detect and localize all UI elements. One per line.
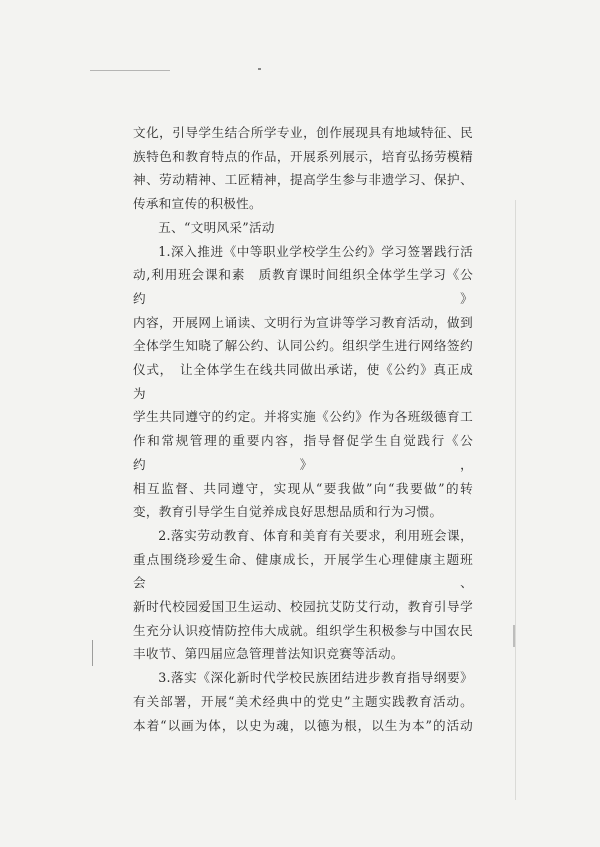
scan-artifact-dot — [258, 68, 261, 70]
text-line: 全体学生知晓了解公约、认同公约。组织学生进行网络签约 — [133, 338, 473, 354]
text-line: 传承和宣传的积极性。 — [133, 196, 262, 212]
text-line: 族特色和教育特点的作品，开展系列展示，培育弘扬劳模精 — [133, 148, 473, 164]
scan-artifact-left-edge — [92, 640, 93, 666]
text-line: 文化，引导学生结合所学专业，创作展现具有地域特征、民 — [133, 125, 473, 140]
text-line: 有关部署，开展“美术经典中的党史”主题实践教育活动。 — [133, 693, 473, 709]
text-line: 1.深入推进《中等职业学校学生公约》学习签署践行活 — [158, 243, 473, 259]
text-line: 内容，开展网上诵读、文明行为宣讲等学习教育活动，做到 — [133, 314, 473, 330]
text-line: 生充分认识疫情防控伟大成就。组织学生积极参与中国农民 — [133, 622, 473, 638]
text-line: 神、劳动精神、工匠精神，提高学生参与非遗学习、保护、 — [133, 172, 473, 188]
scan-artifact-right-mark — [513, 625, 515, 647]
text-line: 2.落实劳动教育、体育和美育有关要求，利用班会课， — [158, 527, 473, 543]
text-line: 丰收节、第四届应急管理普法知识竞赛等活动。 — [133, 646, 404, 662]
text-line: 学生共同遵守的约定。并将实施《公约》作为各班级德育工 — [133, 409, 473, 425]
document-body — [133, 121, 473, 737]
text-line: 仪式， 让全体学生在线共同做出承诺，使《公约》真正成为 — [133, 362, 473, 401]
scan-artifact-right-edge — [515, 200, 516, 800]
text-line: 3.落实《深化新时代学校民族团结进步教育指导纲要》 — [158, 670, 473, 686]
text-line: 重点围绕珍爱生命、健康成长，开展学生心理健康主题班会、 — [133, 551, 473, 591]
text-line: 变，教育引导学生自觉养成良好思想品质和行为习惯。 — [133, 504, 443, 520]
text-line: 新时代校园爱国卫生运动、校园抗艾防艾行动，教育引导学 — [133, 599, 473, 615]
text-line: 相互监督、共同遵守，实现从“要我做”向“我要做”的转 — [133, 480, 473, 496]
text-line: 作和常规管理的重要内容，指导督促学生自觉践行《公约》， — [133, 433, 473, 472]
text-line: 动,利用班会课和素 质教育课时间组织全体学生学习《公约》 — [133, 267, 473, 306]
scan-artifact-top-line — [90, 70, 170, 71]
section-heading: 五、“文明风采”活动 — [158, 219, 275, 235]
text-line: 本着“以画为体，以史为魂，以德为根，以生为本”的活动 — [133, 717, 473, 733]
